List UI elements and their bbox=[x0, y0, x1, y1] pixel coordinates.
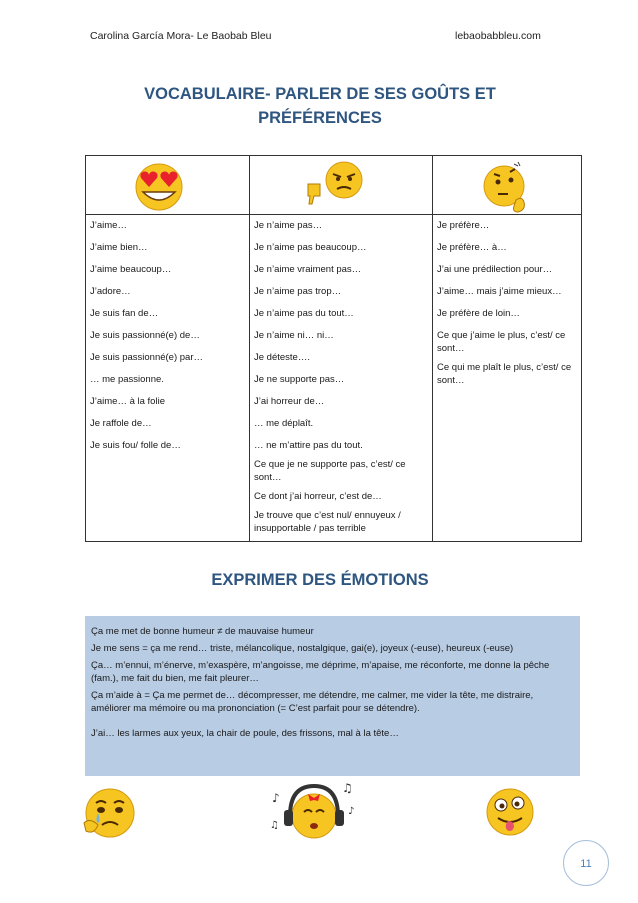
phrase-prefer: Je préfère… bbox=[437, 220, 490, 231]
phrase-like: Je suis passionné(e) de… bbox=[90, 330, 200, 341]
svg-text:♪: ♪ bbox=[272, 791, 280, 805]
phrase-dislike: Je n’aime vraiment pas… bbox=[254, 264, 362, 275]
phrase-dislike: Je n’aime pas trop… bbox=[254, 286, 342, 297]
phrases-row bbox=[86, 215, 582, 542]
heart-eyes-emoji-icon bbox=[131, 160, 187, 212]
svg-text:♫: ♫ bbox=[270, 820, 279, 831]
phrase-like: J’aime… bbox=[90, 220, 127, 231]
tongue-wink-emoji-icon bbox=[484, 786, 536, 838]
column-prefer bbox=[433, 215, 582, 542]
emotion-line: Je me sens = ça me rend… triste, mélancolique, nostalgique, gai(e), joyeux (-euse), heureux (-euse) bbox=[91, 643, 514, 654]
emotion-line: Ça… m’ennui, m’énerve, m’exaspère, m’angoisse, me déprime, m’apaise, me réconforte, me donne la pêche (fam.), me fait du bien, me fait pleurer… bbox=[91, 660, 550, 684]
page-number: 11 bbox=[563, 840, 609, 886]
header-right: lebaobabbleu.com bbox=[455, 30, 541, 42]
phrase-like: J’aime beaucoup… bbox=[90, 264, 172, 275]
phrase-prefer: Je préfère de loin… bbox=[437, 308, 520, 319]
phrase-dislike: Je déteste…. bbox=[254, 352, 310, 363]
phrase-prefer: Je préfère… à… bbox=[437, 242, 507, 253]
emotion-line: J’ai… les larmes aux yeux, la chair de poule, des frissons, mal à la tête… bbox=[91, 728, 399, 739]
page-title-line1: VOCABULAIRE- PARLER DE SES GOÛTS ET bbox=[144, 85, 496, 103]
phrase-like: J’aime bien… bbox=[90, 242, 148, 253]
column-dislike bbox=[250, 215, 433, 542]
emotion-line: Ça me met de bonne humeur ≠ de mauvaise humeur bbox=[91, 626, 314, 637]
phrase-like: J’adore… bbox=[90, 286, 131, 297]
music-headphones-emoji-icon bbox=[268, 780, 360, 844]
phrase-like: J’aime… à la folie bbox=[90, 396, 165, 407]
emotions-box bbox=[85, 616, 580, 776]
phrase-dislike: Je n’aime pas… bbox=[254, 220, 323, 231]
phrase-like: Je suis fou/ folle de… bbox=[90, 440, 181, 451]
header-left: Carolina García Mora- Le Baobab Bleu bbox=[90, 30, 272, 42]
phrase-prefer: J’aime… mais j’aime mieux… bbox=[437, 286, 562, 297]
phrase-like: Je suis fan de… bbox=[90, 308, 159, 319]
section-title-emotions: EXPRIMER DES ÉMOTIONS bbox=[211, 571, 429, 589]
phrase-like: Je suis passionné(e) par… bbox=[90, 352, 203, 363]
svg-text:♫: ♫ bbox=[342, 781, 353, 795]
phrase-dislike: Je trouve que c’est nul/ ennuyeux / insupportable / pas terrible bbox=[254, 510, 401, 534]
phrase-prefer: Ce qui me plaît le plus, c’est/ ce sont… bbox=[437, 362, 572, 386]
phrase-dislike: Je n’aime pas du tout… bbox=[254, 308, 354, 319]
phrase-dislike: Je ne supporte pas… bbox=[254, 374, 345, 385]
phrase-like: … me passionne. bbox=[90, 374, 164, 385]
emotion-line: Ça m’aide à = Ça me permet de… décompresser, me détendre, me calmer, me vider la tête, me distraire, améliorer ma mémoire ou ma prononciation (= C’est parfait pour se détendre). bbox=[91, 690, 534, 714]
page-title-line2: PRÉFÉRENCES bbox=[258, 109, 382, 127]
phrase-dislike: J’ai horreur de… bbox=[254, 396, 325, 407]
phrase-dislike: Je n’aime pas beaucoup… bbox=[254, 242, 367, 253]
angry-thumbs-down-emoji-icon bbox=[302, 160, 368, 206]
sad-crying-emoji-icon bbox=[78, 783, 138, 841]
phrase-dislike: Ce que je ne supporte pas, c’est/ ce sont… bbox=[254, 459, 406, 483]
phrase-dislike: … ne m’attire pas du tout. bbox=[254, 440, 363, 451]
phrase-prefer: J’ai une prédilection pour… bbox=[437, 264, 553, 275]
phrase-dislike: … me déplaît. bbox=[254, 418, 314, 429]
phrase-dislike: Je n’aime ni… ni… bbox=[254, 330, 334, 341]
svg-text:♪: ♪ bbox=[348, 806, 355, 817]
thinking-emoji-icon bbox=[480, 160, 530, 218]
phrase-dislike: Ce dont j’ai horreur, c’est de… bbox=[254, 491, 382, 502]
phrase-prefer: Ce que j’aime le plus, c’est/ ce sont… bbox=[437, 330, 566, 354]
column-like bbox=[86, 215, 250, 542]
phrase-like: Je raffole de… bbox=[90, 418, 152, 429]
